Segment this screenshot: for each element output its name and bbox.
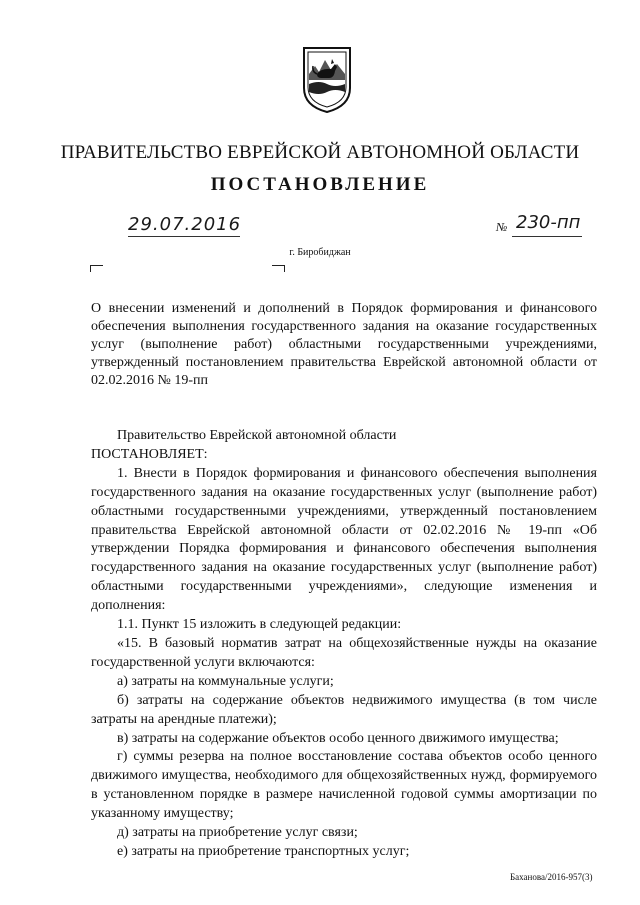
body-paragraph: г) суммы резерва на полное восстановление состава объектов особо ценного движимого имущества, необходимого для общехозяйственных нужд, формируемого в установленном порядке в размере начисленной годовой суммы амортизации по указанному имуществу;	[91, 749, 597, 822]
body-paragraph: в) затраты на содержание объектов особо ценного движимого имущества;	[117, 730, 559, 746]
date-underline	[128, 236, 240, 237]
body-paragraph: б) затраты на содержание объектов недвижимого имущества (в том числе затраты на арендные платежи);	[91, 692, 597, 727]
body-intro: Правительство Еврейской автономной области	[117, 428, 397, 443]
subject-bracket-right	[272, 265, 285, 272]
body-paragraph: 1. Внести в Порядок формирования и финансового обеспечения выполнения государственного задания на оказание государственных услуг (выполнение работ) областными государственными учреждениями, утвержденный постановлением правительства Еврейской автономной области от 02.02.2016 № 19-пп «Об утверждении Порядка формирования и финансового обеспечения выполнения государственного задания на оказание государственных услуг (выполнение работ) областными государственными учреждениями», следующие изменения и дополнения:	[91, 465, 597, 614]
government-title: ПРАВИТЕЛЬСТВО ЕВРЕЙСКОЙ АВТОНОМНОЙ ОБЛАСТИ	[60, 142, 580, 163]
body-paragraph: 1.1. Пункт 15 изложить в следующей редакции:	[117, 617, 402, 633]
document-type: ПОСТАНОВЛЕНИЕ	[210, 174, 430, 195]
document-subject: О внесении изменений и дополнений в Порядок формирования и финансового обеспечения выполнения государственного задания на оказание государственных услуг (выполнение работ) областными государственными учреждениями, утвержденный постановлением правительства Еврейской автономной области от 02.02.2016 № 19-пп	[91, 301, 597, 388]
number-label: №	[496, 220, 508, 234]
coat-of-arms-emblem	[301, 44, 353, 114]
city-name: г. Биробиджан	[289, 247, 351, 258]
body-paragraph: а) затраты на коммунальные услуги;	[117, 673, 334, 689]
body-paragraph: «15. В базовый норматив затрат на общехозяйственные нужды на оказание государственной услуги включаются:	[91, 635, 597, 670]
footer-code: Баханова/2016-957(3)	[510, 872, 593, 882]
document-number: 230-пп	[516, 212, 581, 233]
subject-bracket-left	[90, 265, 103, 272]
body-paragraph: д) затраты на приобретение услуг связи;	[117, 825, 358, 841]
document-date: 29.07.2016	[128, 214, 242, 235]
body-decree: ПОСТАНОВЛЯЕТ:	[91, 446, 208, 462]
body-paragraph: е) затраты на приобретение транспортных услуг;	[117, 843, 410, 859]
document-body	[91, 427, 597, 862]
number-underline	[512, 236, 582, 237]
